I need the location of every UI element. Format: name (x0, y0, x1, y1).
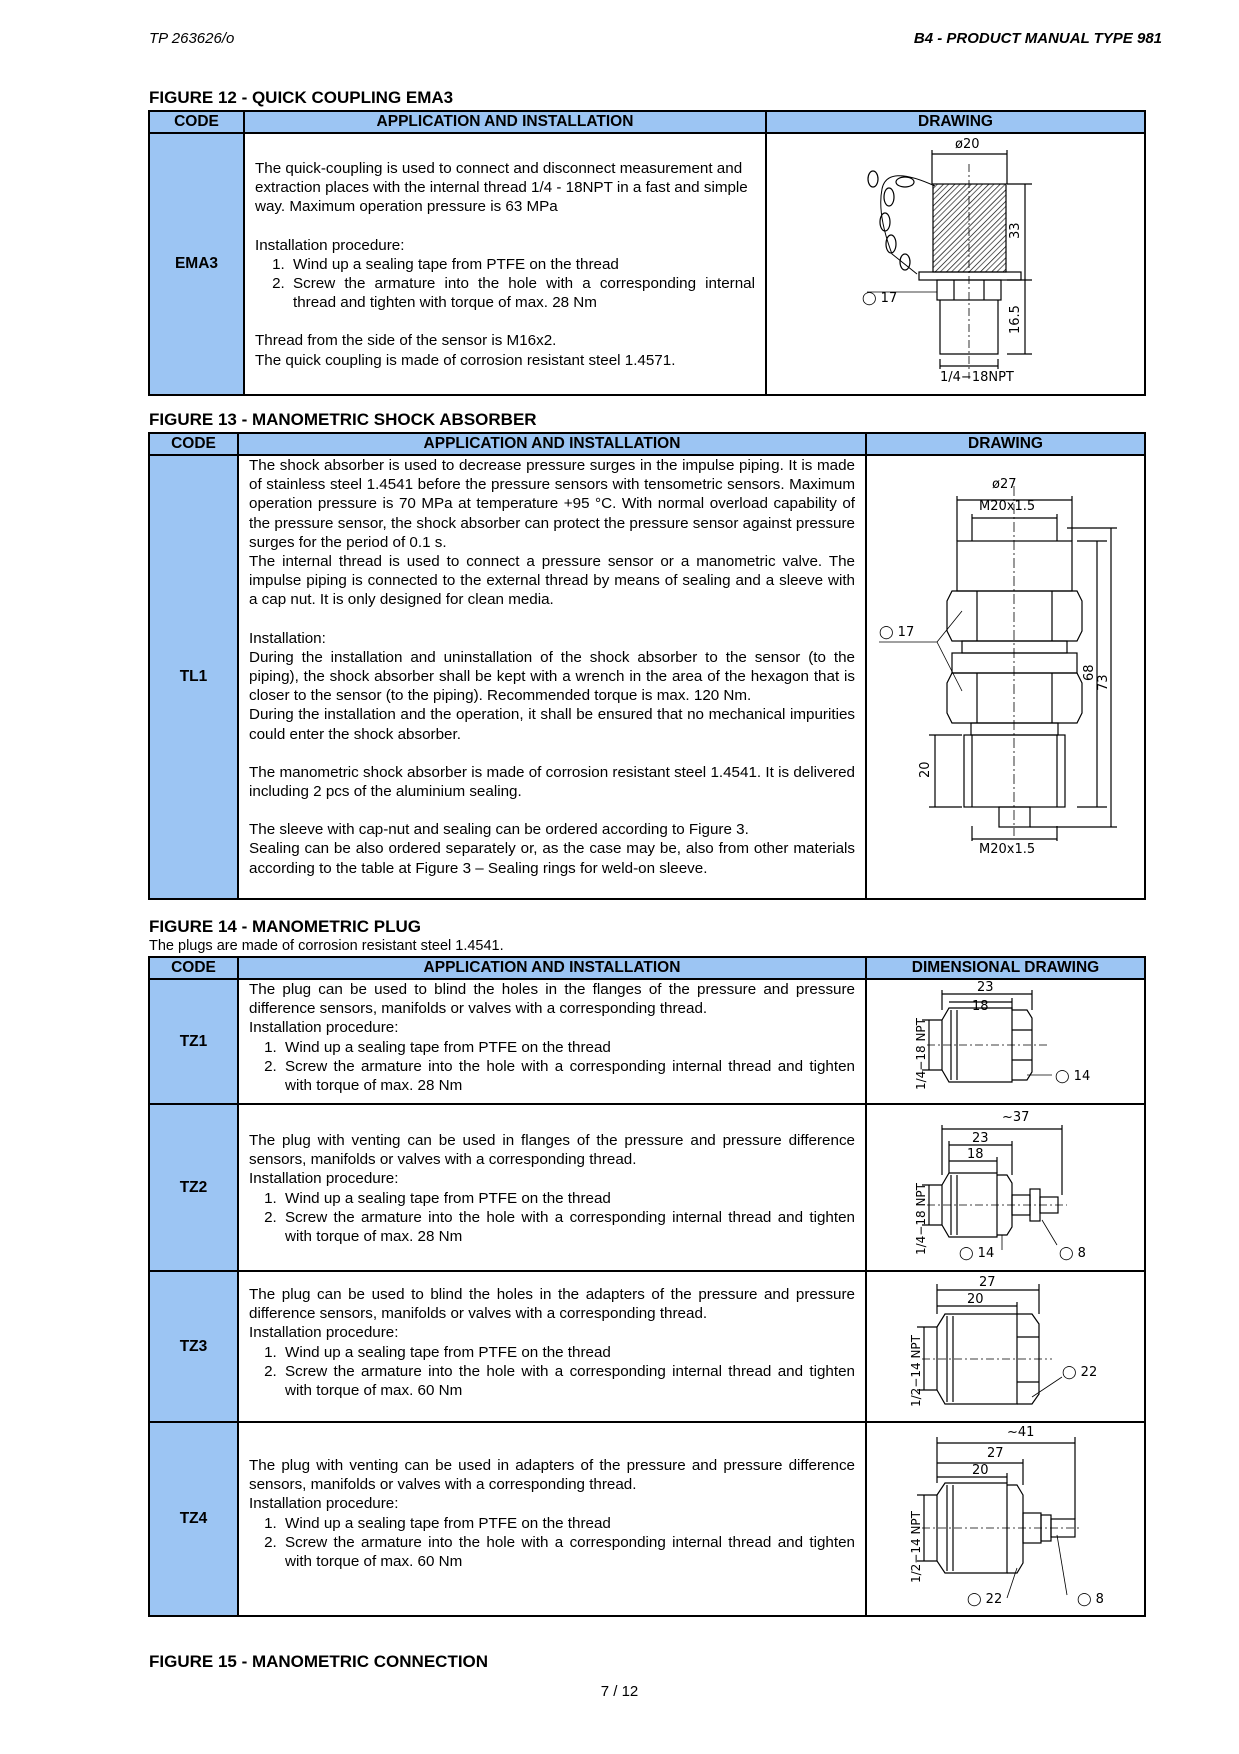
product-code: TZ1 (149, 979, 238, 1104)
column-header-drawing: DRAWING (766, 111, 1145, 133)
table-row (149, 1104, 1145, 1271)
description-paragraph: The shock absorber is used to decrease pressure surges in the impulse piping. It is made of stainless steel 1.4541 before the pressure sensors with tensometric sensors. Maximum operation pressure is 70 MPa at temperature +95 °C. With normal overload capability of the pressure sensor, the shock absorber can protect the pressure sensor against pressure surges for the period of 0.1 s. (249, 457, 855, 551)
installation-heading: Installation: (249, 629, 326, 647)
intro-paragraph: The plug can be used to blind the holes in the flanges of the pressure and pressure difference sensors, manifolds or valves with a corresponding thread. (249, 981, 855, 1018)
dim-height-20: 20 (918, 761, 933, 778)
dim-diameter: ø20 (955, 137, 980, 152)
plug-tz4-drawing (867, 1423, 1144, 1610)
step-item: 2. Screw the armature into the hole with a corresponding internal thread and tighten with torque of max. 28 Nm (281, 1057, 855, 1095)
figure-13-title: FIGURE 13 - MANOMETRIC SHOCK ABSORBER (149, 410, 537, 429)
page-number: 7 / 12 (600, 1683, 639, 1700)
shock-absorber-drawing (867, 456, 1144, 893)
dim-thread: 1/4−18NPT (940, 370, 1014, 385)
dim-thread: 1/4−18 NPT (914, 1018, 928, 1090)
dim-thread-bottom: M20x1.5 (979, 842, 1036, 857)
figure-12-table (148, 110, 1146, 396)
dim-hex: ◯ 17 (879, 625, 915, 640)
installation-heading: Installation procedure: (255, 236, 405, 254)
material-note: The quick coupling is made of corrosion resistant steel 1.4571. (255, 351, 676, 369)
column-header-application: APPLICATION AND INSTALLATION (238, 433, 866, 455)
dim-thread: 1/2−14 NPT (909, 1335, 923, 1407)
application-text (238, 1422, 866, 1616)
dim-hex: ◯ 17 (862, 291, 898, 306)
intro-paragraph: The plug can be used to blind the holes in the adapters of the pressure and pressure difference sensors, manifolds or valves with a corresponding thread. (249, 1286, 855, 1323)
thread-paragraph: The internal thread is used to connect a pressure sensor or a manometric valve. The impulse piping is connected to the external thread by means of sealing and a sleeve with a cap nut. It is only designed for clean media. (249, 553, 855, 609)
operation-paragraph: During the installation and the operation, it shall be ensured that no mechanical impurities could enter the shock absorber. (249, 706, 855, 743)
step-item: 1. Wind up a sealing tape from PTFE on the thread (281, 1038, 855, 1057)
installation-heading: Installation procedure: (249, 1324, 399, 1342)
drawing-cell (866, 1422, 1145, 1616)
installation-heading: Installation procedure: (249, 1495, 399, 1513)
application-text (238, 979, 866, 1104)
dim-a: 27 (979, 1275, 996, 1290)
application-text (238, 455, 866, 899)
dim-hex: ◯ 22 (1062, 1365, 1098, 1380)
product-code: EMA3 (149, 133, 244, 395)
dim-b: 18 (972, 999, 989, 1014)
plug-tz1-drawing (867, 980, 1144, 1098)
drawing-cell (866, 979, 1145, 1104)
drawing-cell (866, 455, 1145, 899)
dim-a: 27 (987, 1446, 1004, 1461)
product-code: TZ2 (149, 1104, 238, 1271)
manual-title: B4 - PRODUCT MANUAL TYPE 981 (913, 30, 1162, 47)
step-item: 2. Screw the armature into the hole with a corresponding internal thread and tighten with torque of max. 60 Nm (281, 1533, 855, 1571)
product-code: TZ4 (149, 1422, 238, 1616)
figure-13-table (148, 432, 1146, 900)
step-item: 1. Wind up a sealing tape from PTFE on the thread (281, 1343, 855, 1362)
product-code: TZ3 (149, 1271, 238, 1422)
product-code: TL1 (149, 455, 238, 899)
column-header-code: CODE (149, 433, 238, 455)
dim-height-16-5: 16.5 (1008, 305, 1023, 334)
dim-thread-top: M20x1.5 (979, 499, 1036, 514)
dim-a: 23 (972, 1131, 989, 1146)
figure-12-title: FIGURE 12 - QUICK COUPLING EMA3 (149, 88, 454, 107)
table-row (149, 979, 1145, 1104)
intro-paragraph: The plug with venting can be used in adapters of the pressure and pressure difference sensors, manifolds or valves with a corresponding thread. (249, 1457, 855, 1494)
installation-steps (249, 1343, 855, 1401)
dim-b: 20 (967, 1292, 984, 1307)
dim-hex: ◯ 14 (959, 1246, 995, 1261)
intro-paragraph: The plug with venting can be used in flanges of the pressure and pressure difference sensors, manifolds or valves with a corresponding thread. (249, 1132, 855, 1169)
step-item: 1. Wind up a sealing tape from PTFE on the thread (289, 255, 755, 274)
installation-paragraph: During the installation and uninstallation of the shock absorber to the sensor (to the piping), the shock absorber shall be kept with a wrench in the area of the hexagon that is closer to the sensor (to the piping). Recommended torque is max. 120 Nm. (249, 648, 855, 705)
application-text (244, 133, 766, 395)
dim-hex-small: ◯ 8 (1077, 1592, 1104, 1607)
application-text (238, 1271, 866, 1422)
drawing-cell (866, 1271, 1145, 1422)
plug-tz3-drawing (867, 1272, 1144, 1416)
drawing-cell (866, 1104, 1145, 1271)
drawing-cell (766, 133, 1145, 395)
application-text (238, 1104, 866, 1271)
quick-coupling-drawing (767, 134, 1144, 389)
installation-steps (249, 1514, 855, 1572)
column-header-application: APPLICATION AND INSTALLATION (238, 957, 866, 979)
dim-hex: ◯ 22 (967, 1592, 1003, 1607)
sleeve-paragraph: The sleeve with cap-nut and sealing can be ordered according to Figure 3. (249, 821, 749, 839)
table-row (149, 1422, 1145, 1616)
installation-heading: Installation procedure: (249, 1019, 399, 1037)
dim-hex-small: ◯ 8 (1059, 1246, 1086, 1261)
step-item: 1. Wind up a sealing tape from PTFE on the thread (281, 1189, 855, 1208)
column-header-code: CODE (149, 957, 238, 979)
thread-note: Thread from the side of the sensor is M16x2. (255, 332, 557, 350)
dim-height-73: 73 (1096, 674, 1111, 691)
installation-steps (255, 255, 755, 313)
step-item: 2. Screw the armature into the hole with a corresponding internal thread and tighten with torque of max. 60 Nm (281, 1362, 855, 1400)
figure-14-table (148, 956, 1146, 1617)
intro-paragraph: The quick-coupling is used to connect and disconnect measurement and extraction places with the internal thread 1/4 - 18NPT in a fast and simple way. Maximum operation pressure is 63 MPa (255, 160, 748, 216)
figure-14-title: FIGURE 14 - MANOMETRIC PLUG (149, 917, 422, 936)
material-paragraph: The manometric shock absorber is made of corrosion resistant steel 1.4541. It is delivered including 2 pcs of the aluminium sealing. (249, 763, 855, 801)
column-header-drawing: DIMENSIONAL DRAWING (866, 957, 1145, 979)
dim-total: ~41 (1007, 1425, 1035, 1440)
dim-hex: ◯ 14 (1055, 1069, 1091, 1084)
dim-thread: 1/2−14 NPT (909, 1511, 923, 1583)
step-item: 2. Screw the armature into the hole with a corresponding internal thread and tighten with torque of max. 28 Nm (281, 1208, 855, 1246)
dim-a: 23 (977, 980, 994, 995)
figure-14-subtitle: The plugs are made of corrosion resistant steel 1.4541. (149, 938, 504, 954)
installation-steps (249, 1189, 855, 1247)
dim-height-68: 68 (1082, 664, 1097, 681)
plug-tz2-drawing (867, 1105, 1144, 1265)
dim-b: 20 (972, 1463, 989, 1478)
dim-height-33: 33 (1008, 222, 1023, 239)
figure-15-title: FIGURE 15 - MANOMETRIC CONNECTION (149, 1652, 489, 1671)
document-code: TP 263626/o (149, 30, 235, 47)
column-header-code: CODE (149, 111, 244, 133)
table-row (149, 1271, 1145, 1422)
dim-thread: 1/4−18 NPT (914, 1183, 928, 1255)
dim-total: ~37 (1002, 1110, 1030, 1125)
column-header-application: APPLICATION AND INSTALLATION (244, 111, 766, 133)
step-item: 2. Screw the armature into the hole with a corresponding internal thread and tighten with torque of max. 28 Nm (289, 274, 755, 312)
dim-b: 18 (967, 1147, 984, 1162)
column-header-drawing: DRAWING (866, 433, 1145, 455)
step-item: 1. Wind up a sealing tape from PTFE on the thread (281, 1514, 855, 1533)
installation-heading: Installation procedure: (249, 1170, 399, 1188)
dim-diameter: ø27 (992, 477, 1017, 492)
installation-steps (249, 1038, 855, 1096)
sealing-paragraph: Sealing can be also ordered separately or, as the case may be, also from other materials according to the table at Figure 3 – Sealing rings for weld-on sleeve. (249, 840, 855, 877)
